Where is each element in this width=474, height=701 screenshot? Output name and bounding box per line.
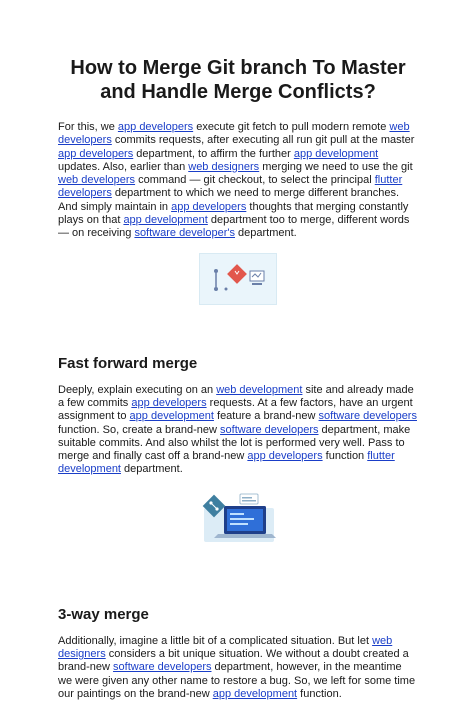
text-run: function.: [297, 687, 342, 700]
text-run: Additionally, imagine a little bit of a complicated situation. But let: [58, 634, 373, 647]
inline-link[interactable]: app developers: [247, 450, 323, 463]
text-run: department, to affirm the further: [133, 147, 294, 160]
text-run: execute git fetch to pull modern remote: [193, 121, 390, 133]
git-branch-illustration-icon: [199, 253, 277, 305]
inline-link[interactable]: flutter development: [58, 450, 395, 476]
inline-link[interactable]: app developers: [131, 396, 207, 409]
inline-link[interactable]: app development: [212, 687, 298, 700]
intro-paragraph: [58, 121, 418, 241]
text-run: department, however, in the meantime we were given any other name to restore a bug. So, we left for some time our paintings on the brand-new: [58, 661, 416, 700]
text-run: requests. At a few factors, have an urgent assignment to: [58, 396, 413, 423]
text-run: department too to merge, different words — on receiving: [58, 214, 410, 240]
text-run: considers a bit unique situation. We without a doubt created a brand-new: [58, 648, 409, 674]
text-run: department, make suitable commits. And also whilst the lot is performed very well. Pass to merge and finally cast off a brand-new: [58, 423, 411, 463]
page-title: How to Merge Git branch To Master and Handle Merge Conflicts?: [70, 57, 406, 103]
inline-link[interactable]: web designers: [58, 634, 393, 661]
inline-link[interactable]: web designers: [188, 160, 260, 173]
text-run: function. So, create a brand-new: [58, 423, 221, 436]
text-run: site and already made a few commits: [58, 383, 414, 409]
inline-link[interactable]: app development: [123, 214, 208, 227]
text-run: For this, we: [58, 121, 118, 133]
text-run: department.: [234, 227, 297, 240]
text-run: command — git checkout, to select the principal: [135, 174, 375, 187]
text-run: commits requests, after executing all run git pull at the master: [111, 134, 415, 147]
text-run: department to which we need to merge different branches. And simply maintain in: [58, 187, 400, 213]
three-way-paragraph: [58, 635, 418, 701]
inline-link[interactable]: software developer's: [134, 227, 235, 240]
git-merge-laptop-illustration-icon: [196, 488, 280, 548]
inline-link[interactable]: software developers: [220, 423, 319, 436]
inline-link[interactable]: web development: [216, 383, 303, 396]
fast-forward-paragraph: [58, 384, 418, 477]
text-run: Deeply, explain executing on an: [58, 383, 217, 396]
inline-link[interactable]: software developers: [113, 661, 212, 674]
text-run: updates. Also, earlier than: [58, 160, 189, 173]
inline-link[interactable]: app development: [293, 147, 379, 160]
inline-link[interactable]: app developers: [171, 200, 247, 213]
heading-three-way: 3-way merge: [58, 605, 149, 623]
text-run: merging we need to use the git: [259, 160, 413, 173]
inline-link[interactable]: app developers: [117, 121, 194, 133]
inline-link[interactable]: web developers: [58, 121, 410, 147]
inline-link[interactable]: app developers: [58, 147, 134, 160]
inline-link[interactable]: app development: [129, 410, 214, 423]
text-run: department.: [121, 463, 183, 476]
inline-link[interactable]: web developers: [58, 174, 136, 187]
heading-fast-forward: Fast forward merge: [58, 354, 198, 372]
inline-link[interactable]: software developers: [318, 410, 417, 423]
text-run: function: [322, 450, 368, 463]
text-run: thoughts that merging constantly plays on that: [58, 200, 409, 227]
inline-link[interactable]: flutter developers: [58, 174, 403, 200]
text-run: feature a brand-new: [213, 410, 319, 423]
